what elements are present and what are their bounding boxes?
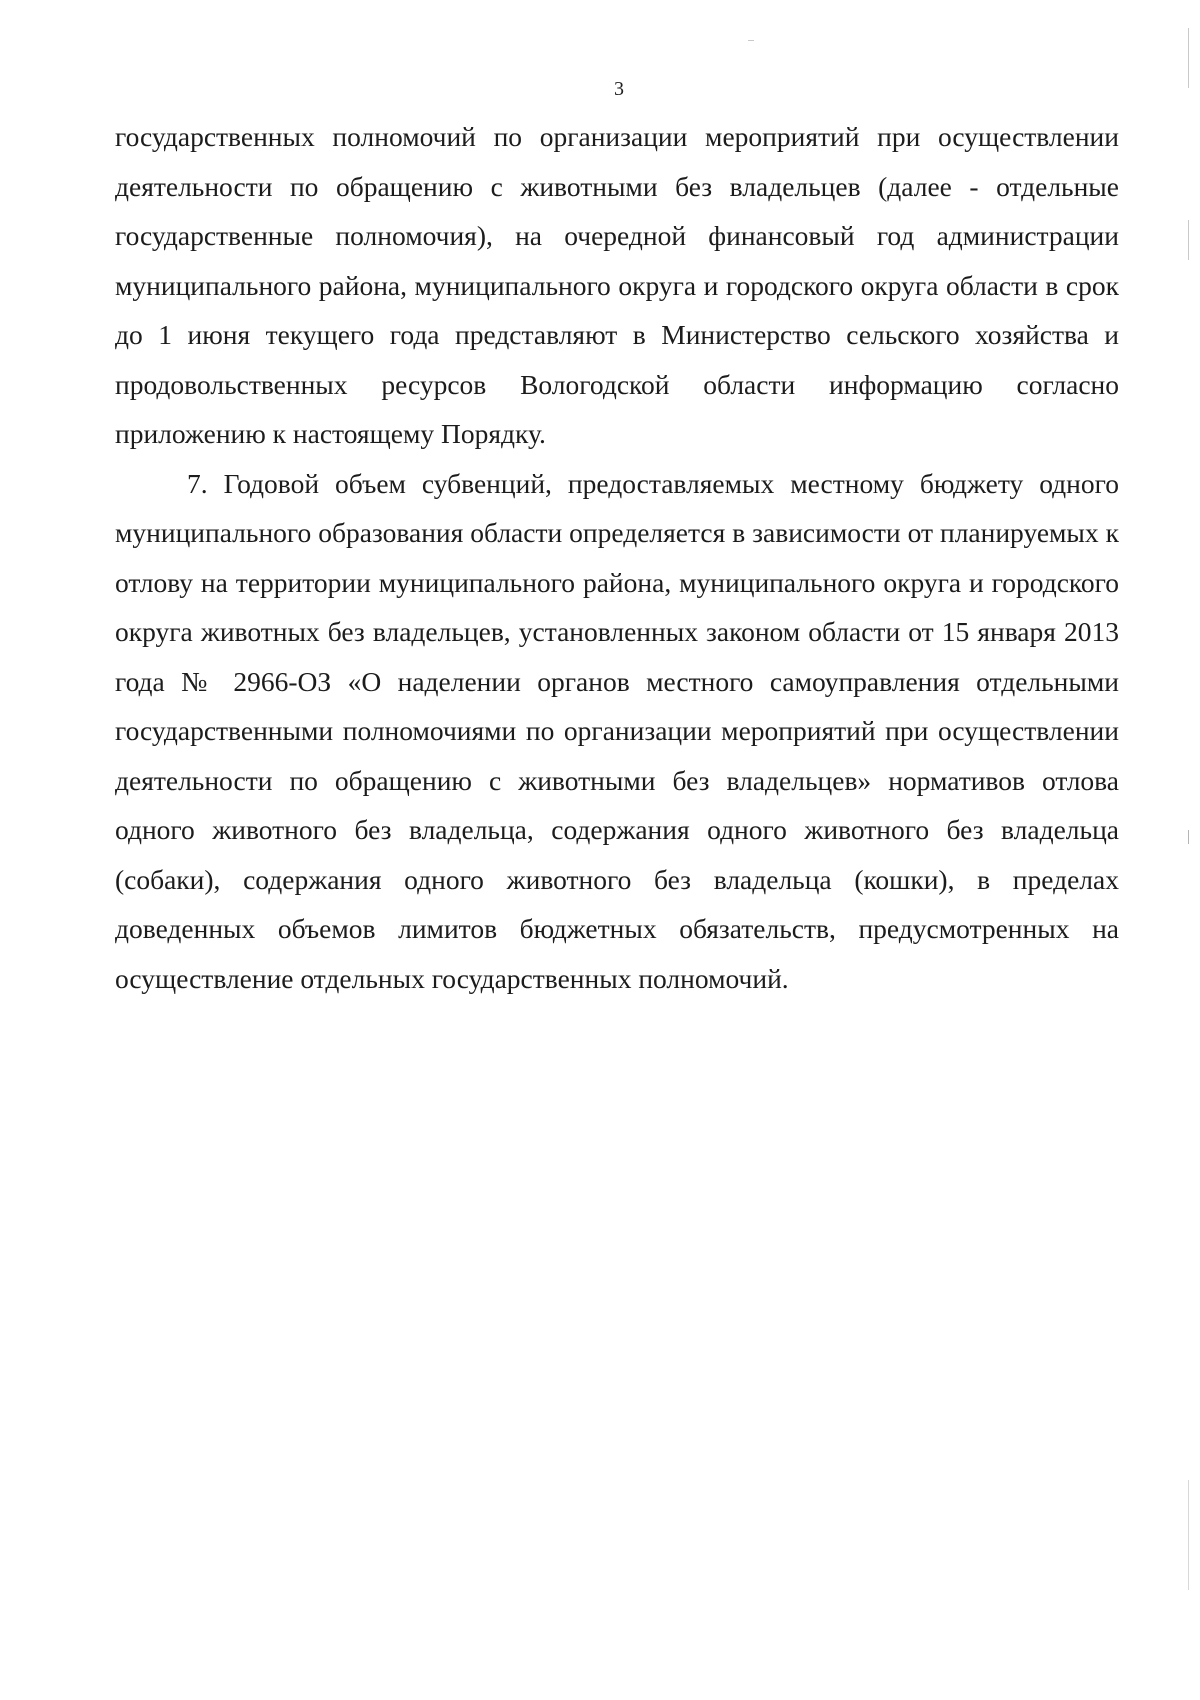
- scan-artifact: [1188, 220, 1189, 260]
- scan-artifact: [1188, 830, 1189, 844]
- document-body: [115, 112, 1119, 1003]
- page-number: 3: [614, 78, 624, 100]
- paragraph-item-7: 7. Годовой объем субвенций, предоставляемых местному бюджету одного муниципального образования области определяется в зависимости от планируемых к отлову на территории муниципального района, муниципального округа и городского округа животных без владельцев, установленных законом области от 15 января 2013 года № 2966-ОЗ «О наделении органов местного самоуправления отдельными государственными полномочиями по организации мероприятий при осуществлении деятельности по обращению с животными без владельцев» нормативов отлова одного животного без владельца, содержания одного животного без владельца (собаки), содержания одного животного без владельца (кошки), в пределах доведенных объемов лимитов бюджетных обязательств, предусмотренных на осуществление отдельных государственных полномочий.: [115, 467, 1119, 994]
- scan-artifact: [748, 40, 754, 41]
- scan-artifact: [1188, 1480, 1189, 1590]
- scan-artifact: [1188, 28, 1189, 88]
- paragraph-continuation: государственных полномочий по организации мероприятий при осуществлении деятельности по обращению с животными без владельцев (далее - отдельные государственные полномочия), на очередной финансовый год администрации муниципального района, муниципального округа и городского округа области в срок до 1 июня текущего года представляют в Министерство сельского хозяйства и продовольственных ресурсов Вологодской области информацию согласно приложению к настоящему Порядку.: [115, 121, 1119, 449]
